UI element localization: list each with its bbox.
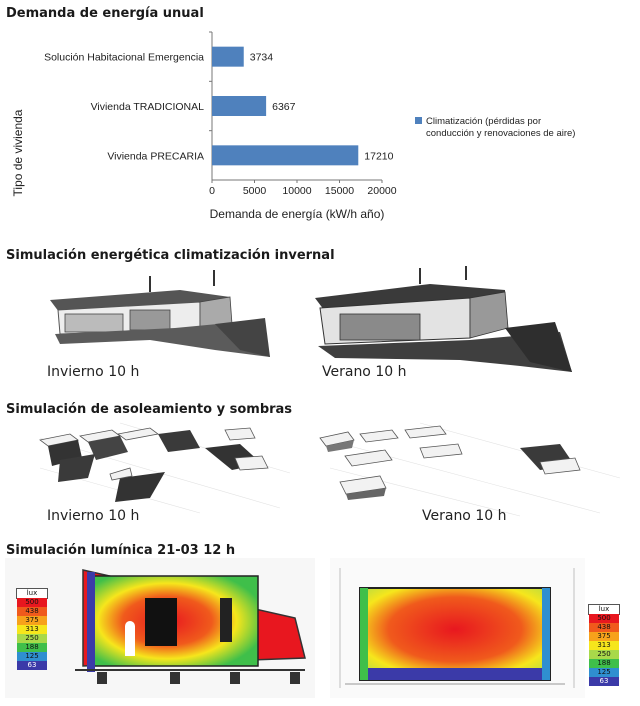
- legend-line-2: conducción y renovaciones de aire): [426, 128, 576, 139]
- scale-step: 63: [17, 661, 47, 670]
- light-sim-title: Simulación lumínica 21-03 12 h: [6, 543, 236, 558]
- x-tick-label: 0: [209, 185, 215, 197]
- scale-step: 125: [17, 652, 47, 661]
- category-label: Solución Habitacional Emergencia: [44, 51, 204, 64]
- scale-step: 500: [589, 614, 619, 623]
- shadow-summer-caption: Verano 10 h: [422, 508, 507, 524]
- scale-step: 63: [589, 677, 619, 686]
- x-tick-label: 15000: [324, 185, 355, 197]
- x-tick-label: 5000: [242, 185, 267, 197]
- category-label: Vivienda PRECARIA: [107, 150, 204, 163]
- energy-winter-caption: Invierno 10 h: [47, 364, 140, 380]
- energy-sim-renders: [0, 262, 640, 372]
- x-axis-label: Demanda de energía (kW/h año): [209, 207, 385, 221]
- scale-step: 313: [589, 641, 619, 650]
- shadow-winter-caption: Invierno 10 h: [47, 508, 140, 524]
- bar-value-label: 17210: [364, 150, 394, 163]
- scale-unit-label: lux: [17, 589, 47, 598]
- scale-step: 438: [589, 623, 619, 632]
- bar-value-label: 6367: [272, 101, 296, 113]
- category-label: Vivienda TRADICIONAL: [90, 101, 204, 113]
- bar: [212, 96, 266, 116]
- winter-sim-title: Simulación energética climatización invernal: [6, 248, 335, 263]
- light-scale-left: [16, 588, 48, 669]
- y-axis-label: Tipo de vivienda: [11, 109, 25, 197]
- scale-unit-label: lux: [589, 605, 619, 614]
- scale-step: 500: [17, 598, 47, 607]
- shadow-sim-renders: [0, 418, 640, 518]
- scale-step: 313: [17, 625, 47, 634]
- scale-step: 438: [17, 607, 47, 616]
- energy-summer-caption: Verano 10 h: [322, 364, 407, 380]
- scale-step: 250: [17, 634, 47, 643]
- demand-title: Demanda de energía unual: [6, 6, 204, 21]
- winter-house-render: [50, 270, 270, 357]
- bar-value-label: 3734: [249, 51, 274, 64]
- scale-step: 188: [17, 643, 47, 652]
- scale-step: 250: [589, 650, 619, 659]
- winter-shadow-render: [40, 423, 290, 513]
- light-section-render: [5, 558, 315, 698]
- scale-step: 188: [589, 659, 619, 668]
- scale-step: 375: [589, 632, 619, 641]
- summer-house-render: [315, 266, 572, 372]
- bar: [212, 145, 358, 165]
- x-tick-label: 10000: [282, 185, 312, 197]
- x-tick-label: 20000: [367, 185, 397, 197]
- light-scale-right: [588, 604, 620, 685]
- scale-step: 125: [589, 668, 619, 677]
- energy-demand-chart: [0, 20, 640, 250]
- shadow-sim-title: Simulación de asoleamiento y sombras: [6, 402, 293, 417]
- summer-shadow-render: [320, 423, 620, 516]
- legend-line-1: Climatización (pérdidas por: [426, 116, 542, 127]
- light-plan-render: [330, 558, 585, 698]
- scale-step: 375: [17, 616, 47, 625]
- bar: [212, 47, 244, 67]
- legend-swatch: [415, 117, 422, 124]
